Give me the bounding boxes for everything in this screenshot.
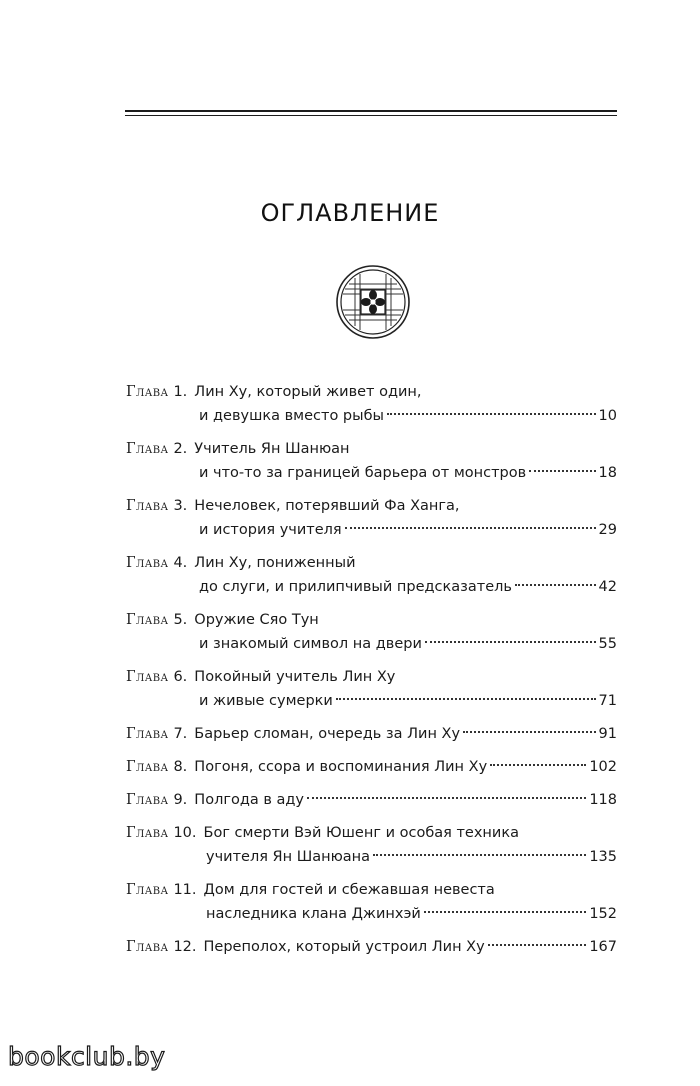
header-rule-thick [125,110,617,112]
page-number: 167 [589,939,617,955]
toc-entry[interactable] [126,935,617,959]
chapter-title-line1: Бог смерти Вэй Юшенг и особая техника [203,825,519,841]
chapter-number: 6. [173,669,188,685]
chapter-title-line2: и история учителя [199,522,342,538]
page-number: 102 [589,759,617,775]
chapter-number: 3. [173,498,188,514]
chapter-label: Глава [126,882,169,898]
chapter-number: 11. [173,882,197,898]
chapter-title-line1: Нечеловек, потерявший Фа Ханга, [194,498,460,514]
dot-leader [336,698,596,700]
watermark-text: bookclub.by [8,1042,166,1071]
toc-entry[interactable] [126,755,617,779]
dot-leader [529,470,595,472]
toc-entry[interactable] [126,380,617,428]
page-number: 71 [598,693,617,709]
chapter-number: 12. [173,939,197,955]
chapter-number: 7. [173,726,188,742]
page-number: 18 [598,465,617,481]
chapter-title-line1: Полгода в аду [194,792,304,808]
toc-entry[interactable] [126,878,617,926]
toc-entry[interactable] [126,665,617,713]
dot-leader [424,911,586,913]
chapter-number: 5. [173,612,188,628]
dot-leader [515,584,596,586]
chapter-label: Глава [126,939,169,955]
toc-entry[interactable] [126,788,617,812]
dot-leader [387,413,596,415]
dot-leader [488,944,587,946]
toc-entry[interactable] [126,722,617,746]
page-number: 152 [589,906,617,922]
chapter-title-line1: Оружие Сяо Тун [194,612,319,628]
dot-leader [490,764,586,766]
chapter-label: Глава [126,555,169,571]
chapter-label: Глава [126,669,169,685]
chapter-number: 1. [173,384,188,400]
chapter-title-line1: Погоня, ссора и воспоминания Лин Ху [194,759,488,775]
chapter-title-line2: наследника клана Джинхэй [206,906,421,922]
chapter-title-line1: Лин Ху, пониженный [194,555,356,571]
chapter-title-line2: и девушка вместо рыбы [199,408,384,424]
toc-entry[interactable] [126,551,617,599]
chapter-label: Глава [126,726,169,742]
table-of-contents [126,380,617,968]
page-number: 118 [589,792,617,808]
dot-leader [463,731,595,733]
page-number: 29 [598,522,617,538]
chapter-title-line2: и что-то за границей барьера от монстров [199,465,527,481]
chapter-label: Глава [126,384,169,400]
chapter-label: Глава [126,612,169,628]
chapter-label: Глава [126,498,169,514]
chapter-title-line1: Переполох, который устроил Лин Ху [203,939,485,955]
chapter-label: Глава [126,825,169,841]
ornament-icon [335,264,411,340]
chapter-label: Глава [126,759,169,775]
chapter-title-line2: и живые сумерки [199,693,333,709]
toc-entry[interactable] [126,437,617,485]
chapter-number: 8. [173,759,188,775]
chapter-title-line1: Лин Ху, который живет один, [194,384,422,400]
page-number: 91 [598,726,617,742]
header-rule-thin [125,115,617,116]
chapter-label: Глава [126,792,169,808]
chapter-title-line2: и знакомый символ на двери [199,636,422,652]
chapter-number: 4. [173,555,188,571]
chapter-title-line1: Дом для гостей и сбежавшая невеста [203,882,495,898]
dot-leader [345,527,596,529]
chapter-title-line1: Учитель Ян Шанюан [194,441,350,457]
dot-leader [307,797,586,799]
page-number: 10 [598,408,617,424]
chapter-number: 9. [173,792,188,808]
toc-entry[interactable] [126,821,617,869]
page-number: 135 [589,849,617,865]
chapter-number: 2. [173,441,188,457]
chapter-title-line2: до слуги, и прилипчивый предсказатель [199,579,512,595]
dot-leader [373,854,586,856]
dot-leader [425,641,596,643]
toc-entry[interactable] [126,608,617,656]
chapter-title-line2: учителя Ян Шанюана [206,849,371,865]
chapter-number: 10. [173,825,197,841]
chapter-title-line1: Барьер сломан, очередь за Лин Ху [194,726,461,742]
chapter-title-line1: Покойный учитель Лин Ху [194,669,396,685]
page-title: ОГЛАВЛЕНИЕ [260,199,440,227]
toc-entry[interactable] [126,494,617,542]
chapter-label: Глава [126,441,169,457]
page-number: 55 [598,636,617,652]
page-number: 42 [598,579,617,595]
